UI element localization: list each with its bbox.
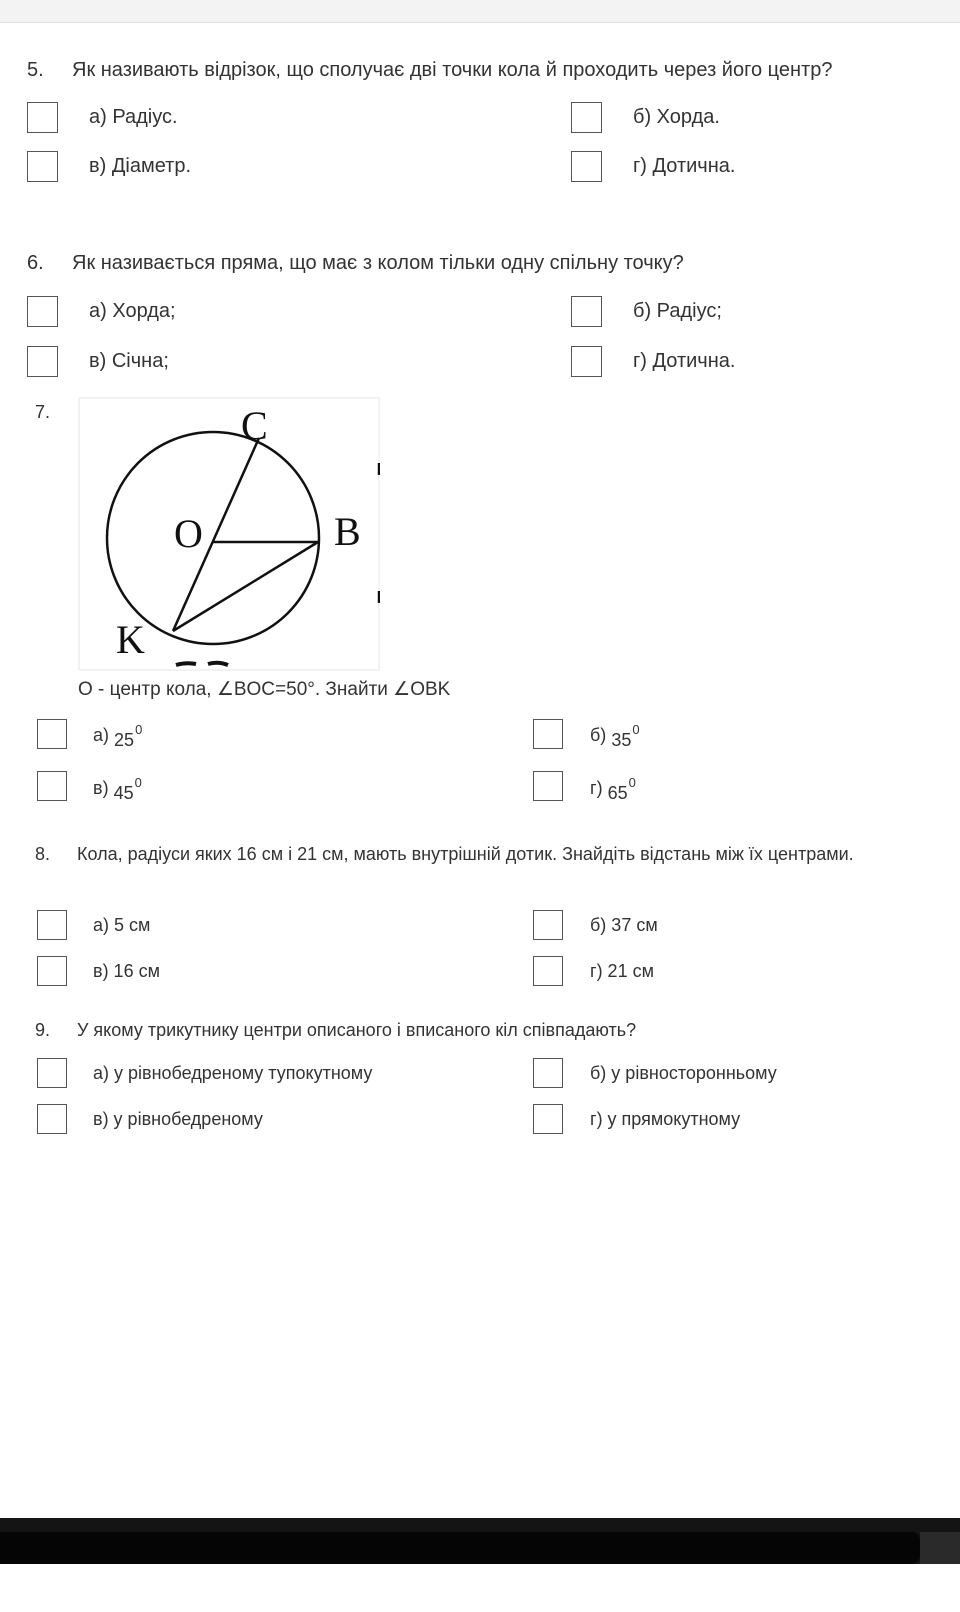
checkbox-q9-d[interactable] [533, 1104, 563, 1134]
checkbox-q6-c[interactable] [27, 346, 58, 377]
scan-artifact [176, 663, 228, 665]
checkbox-q9-a[interactable] [37, 1058, 67, 1088]
checkbox-q6-a[interactable] [27, 296, 58, 327]
checkbox-q7-c[interactable] [37, 771, 67, 801]
figure-caption: О - центр кола, ∠BOC=50°. Знайти ∠OBK [78, 679, 451, 700]
checkbox-q7-d[interactable] [533, 771, 563, 801]
option-q5-c: в) Діаметр. [89, 155, 192, 177]
option-q7-d: г) $65^0$ [590, 775, 636, 803]
label-o: O [174, 511, 203, 556]
option-q6-d: г) Дотична. [633, 350, 736, 372]
label-k: K [116, 617, 145, 662]
circle [107, 432, 319, 644]
checkbox-q6-b[interactable] [571, 296, 602, 327]
checkbox-q9-b[interactable] [533, 1058, 563, 1088]
option-q5-b: б) Хорда. [633, 106, 720, 128]
checkbox-q8-b[interactable] [533, 910, 563, 940]
option-q6-c: в) Січна; [89, 350, 169, 372]
checkbox-q8-d[interactable] [533, 956, 563, 986]
option-q7-c: в) $45^0$ [93, 775, 142, 803]
option-q8-a: а) 5 см [93, 915, 151, 935]
question-number: 7. [35, 402, 51, 422]
circle-diagram [78, 397, 380, 671]
option-q6-b: б) Радіус; [633, 300, 722, 322]
question-text: У якому трикутнику центри описаного і вписаного кіл співпадають? [77, 1020, 637, 1040]
option-q9-c: в) у рівнобедреному [93, 1109, 263, 1129]
question-text: Як називають відрізок, що сполучає дві точки кола й проходить через його центр? [72, 59, 833, 81]
label-b: B [334, 509, 361, 554]
option-q9-d: г) у прямокутному [590, 1109, 741, 1129]
question-number: 8. [35, 844, 51, 864]
option-q5-d: г) Дотична. [633, 155, 736, 177]
bottom-bar-corner [920, 1532, 960, 1564]
checkbox-q7-b[interactable] [533, 719, 563, 749]
checkbox-q5-a[interactable] [27, 102, 58, 133]
option-q8-d: г) 21 см [590, 961, 654, 981]
checkbox-q8-c[interactable] [37, 956, 67, 986]
top-bar [0, 0, 960, 22]
option-q7-b: б) $35^0$ [590, 722, 640, 750]
question-text: Кола, радіуси яких 16 см і 21 см, мають внутрішній дотик. Знайдіть відстань між їх центрами. [77, 844, 854, 864]
question-number: 5. [27, 59, 44, 81]
question-number: 9. [35, 1020, 51, 1040]
option-q5-a: а) Радіус. [89, 106, 178, 128]
question-text: Як називається пряма, що має з колом тільки одну спільну точку? [72, 252, 684, 274]
option-q7-a: а) $25^0$ [93, 722, 143, 750]
question-number: 6. [27, 252, 44, 274]
option-q8-c: в) 16 см [93, 961, 160, 981]
checkbox-q5-b[interactable] [571, 102, 602, 133]
option-q6-a: а) Хорда; [89, 300, 176, 322]
checkbox-q6-d[interactable] [571, 346, 602, 377]
option-q9-b: б) у рівносторонньому [590, 1063, 777, 1083]
bottom-bar-inner [0, 1532, 920, 1564]
top-divider [0, 22, 960, 23]
checkbox-q5-d[interactable] [571, 151, 602, 182]
checkbox-q7-a[interactable] [37, 719, 67, 749]
option-q9-a: а) у рівнобедреному тупокутному [93, 1063, 373, 1083]
checkbox-q8-a[interactable] [37, 910, 67, 940]
checkbox-q5-c[interactable] [27, 151, 58, 182]
checkbox-q9-c[interactable] [37, 1104, 67, 1134]
label-c: C [241, 403, 268, 448]
option-q8-b: б) 37 см [590, 915, 658, 935]
